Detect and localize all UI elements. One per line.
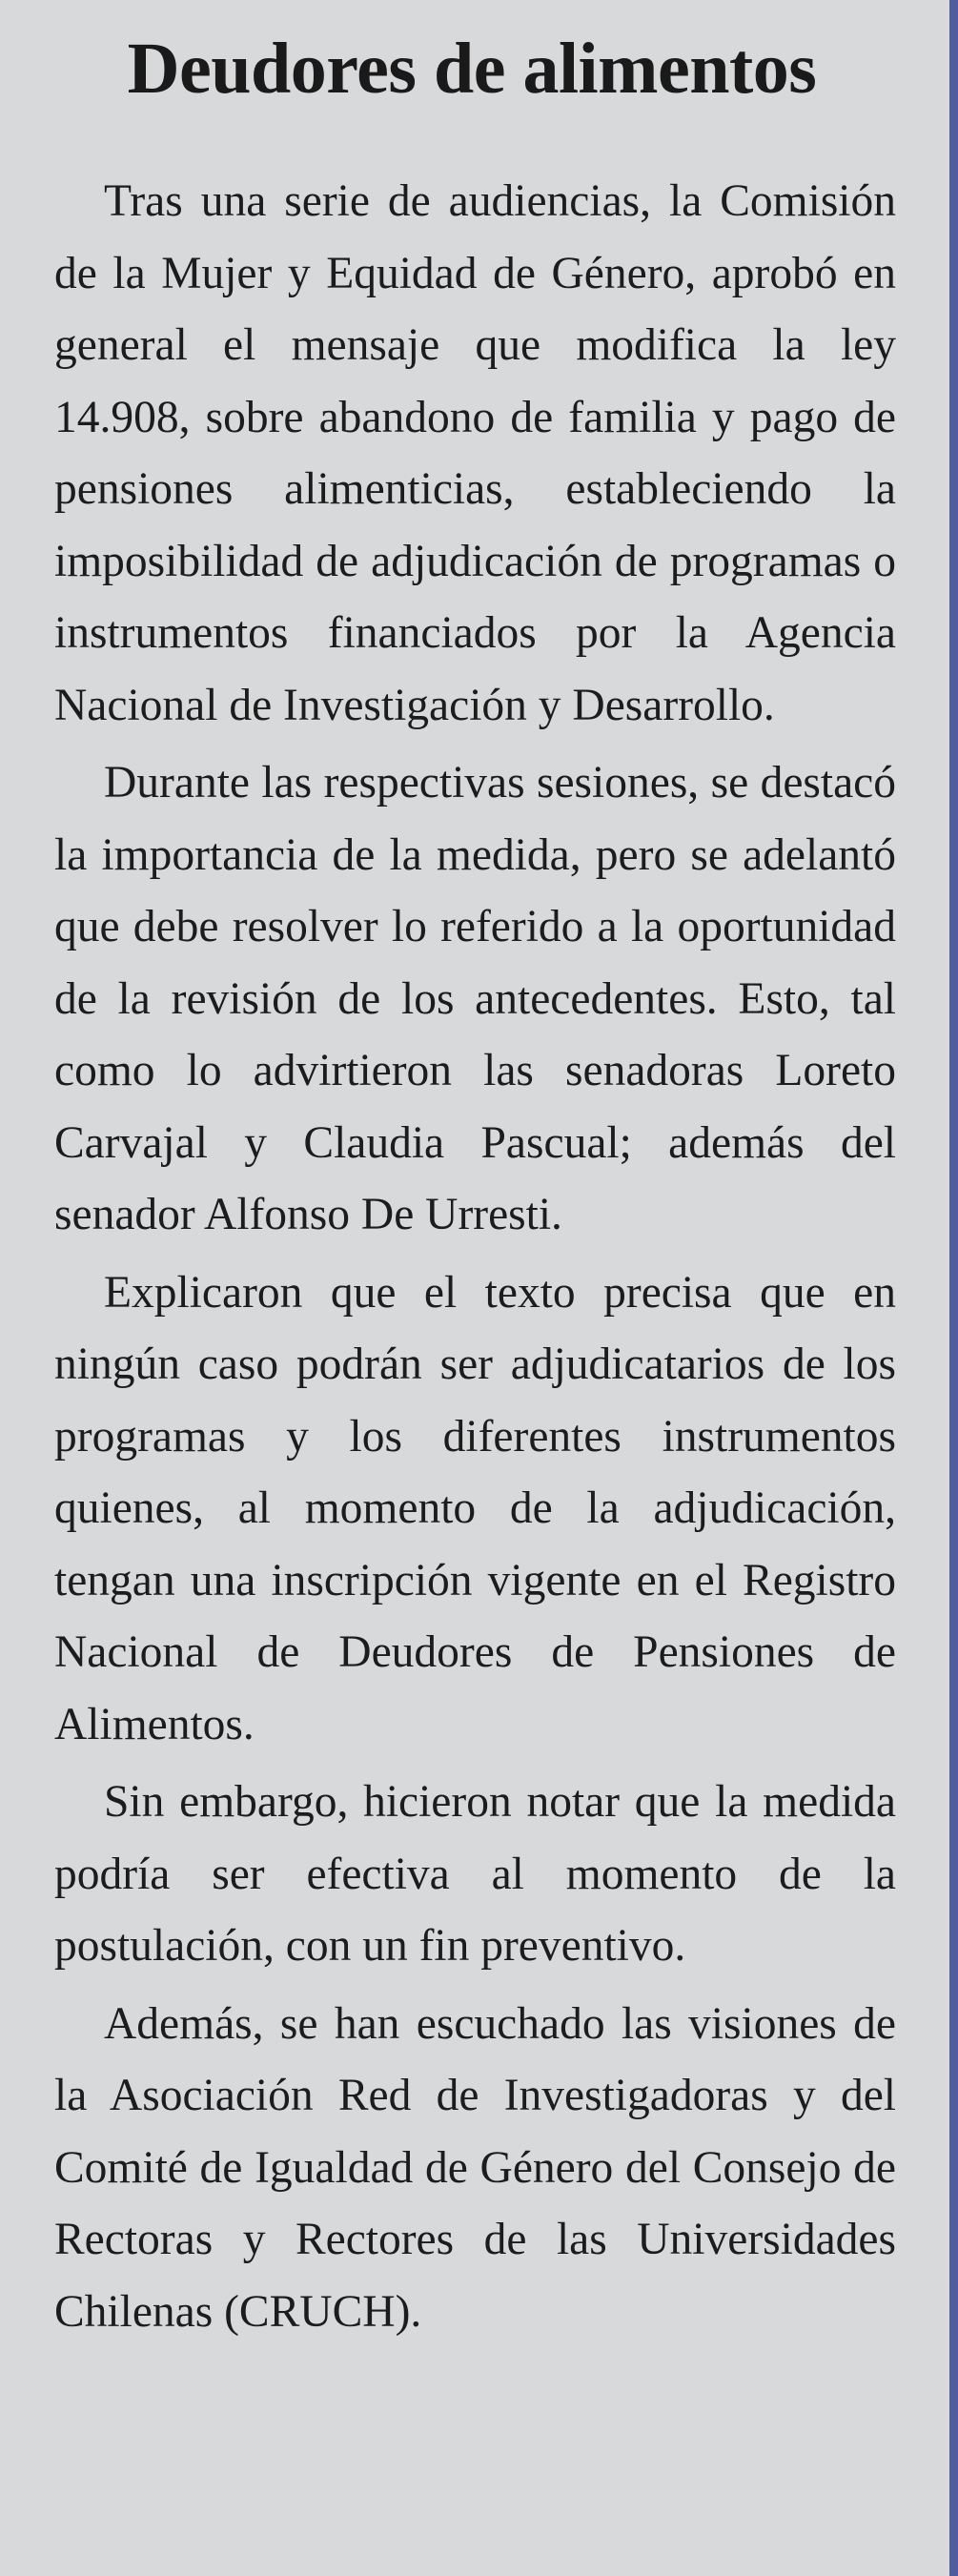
paragraph-3: Explicaron que el texto precisa que en ningún caso podrán ser adjudicatarios de los programas y los diferentes instrumentos quienes, al momento de la adjudicación, tengan una inscripción vigente en el Registro Nacional de Deudores de Pensiones de Alimentos.: [54, 1267, 896, 1749]
article-title: Deudores de alimentos: [127, 29, 817, 109]
paragraph-4: Sin embargo, hicieron notar que la medida podría ser efectiva al momento de la postulación, con un fin preventivo.: [54, 1777, 896, 1971]
paragraph-1: Tras una serie de audiencias, la Comisión de la Mujer y Equidad de Género, aprobó en general el mensaje que modifica la ley 14.908, sobre abandono de familia y pago de pensiones alimenticias, estableciendo la imposibilidad de adjudicación de programas o instrumentos financiados por la Agencia Nacional de Investigación y Desarrollo.: [54, 176, 896, 730]
paragraph-5: Además, se han escuchado las visiones de la Asociación Red de Investigadoras y del Comité de Igualdad de Género del Consejo de Rectoras y Rectores de las Universidades Chilenas (CRUCH).: [54, 1998, 896, 2337]
paragraph-2: Durante las respectivas sesiones, se destacó la importancia de la medida, pero se adelantó que debe resolver lo referido a la oportunidad de la revisión de los antecedentes. Esto, tal como lo advirtieron las senadoras Loreto Carvajal y Claudia Pascual; además del senador Alfonso De Urresti.: [54, 758, 896, 1239]
accent-bar: [949, 0, 958, 2576]
article-body: [54, 166, 896, 2354]
